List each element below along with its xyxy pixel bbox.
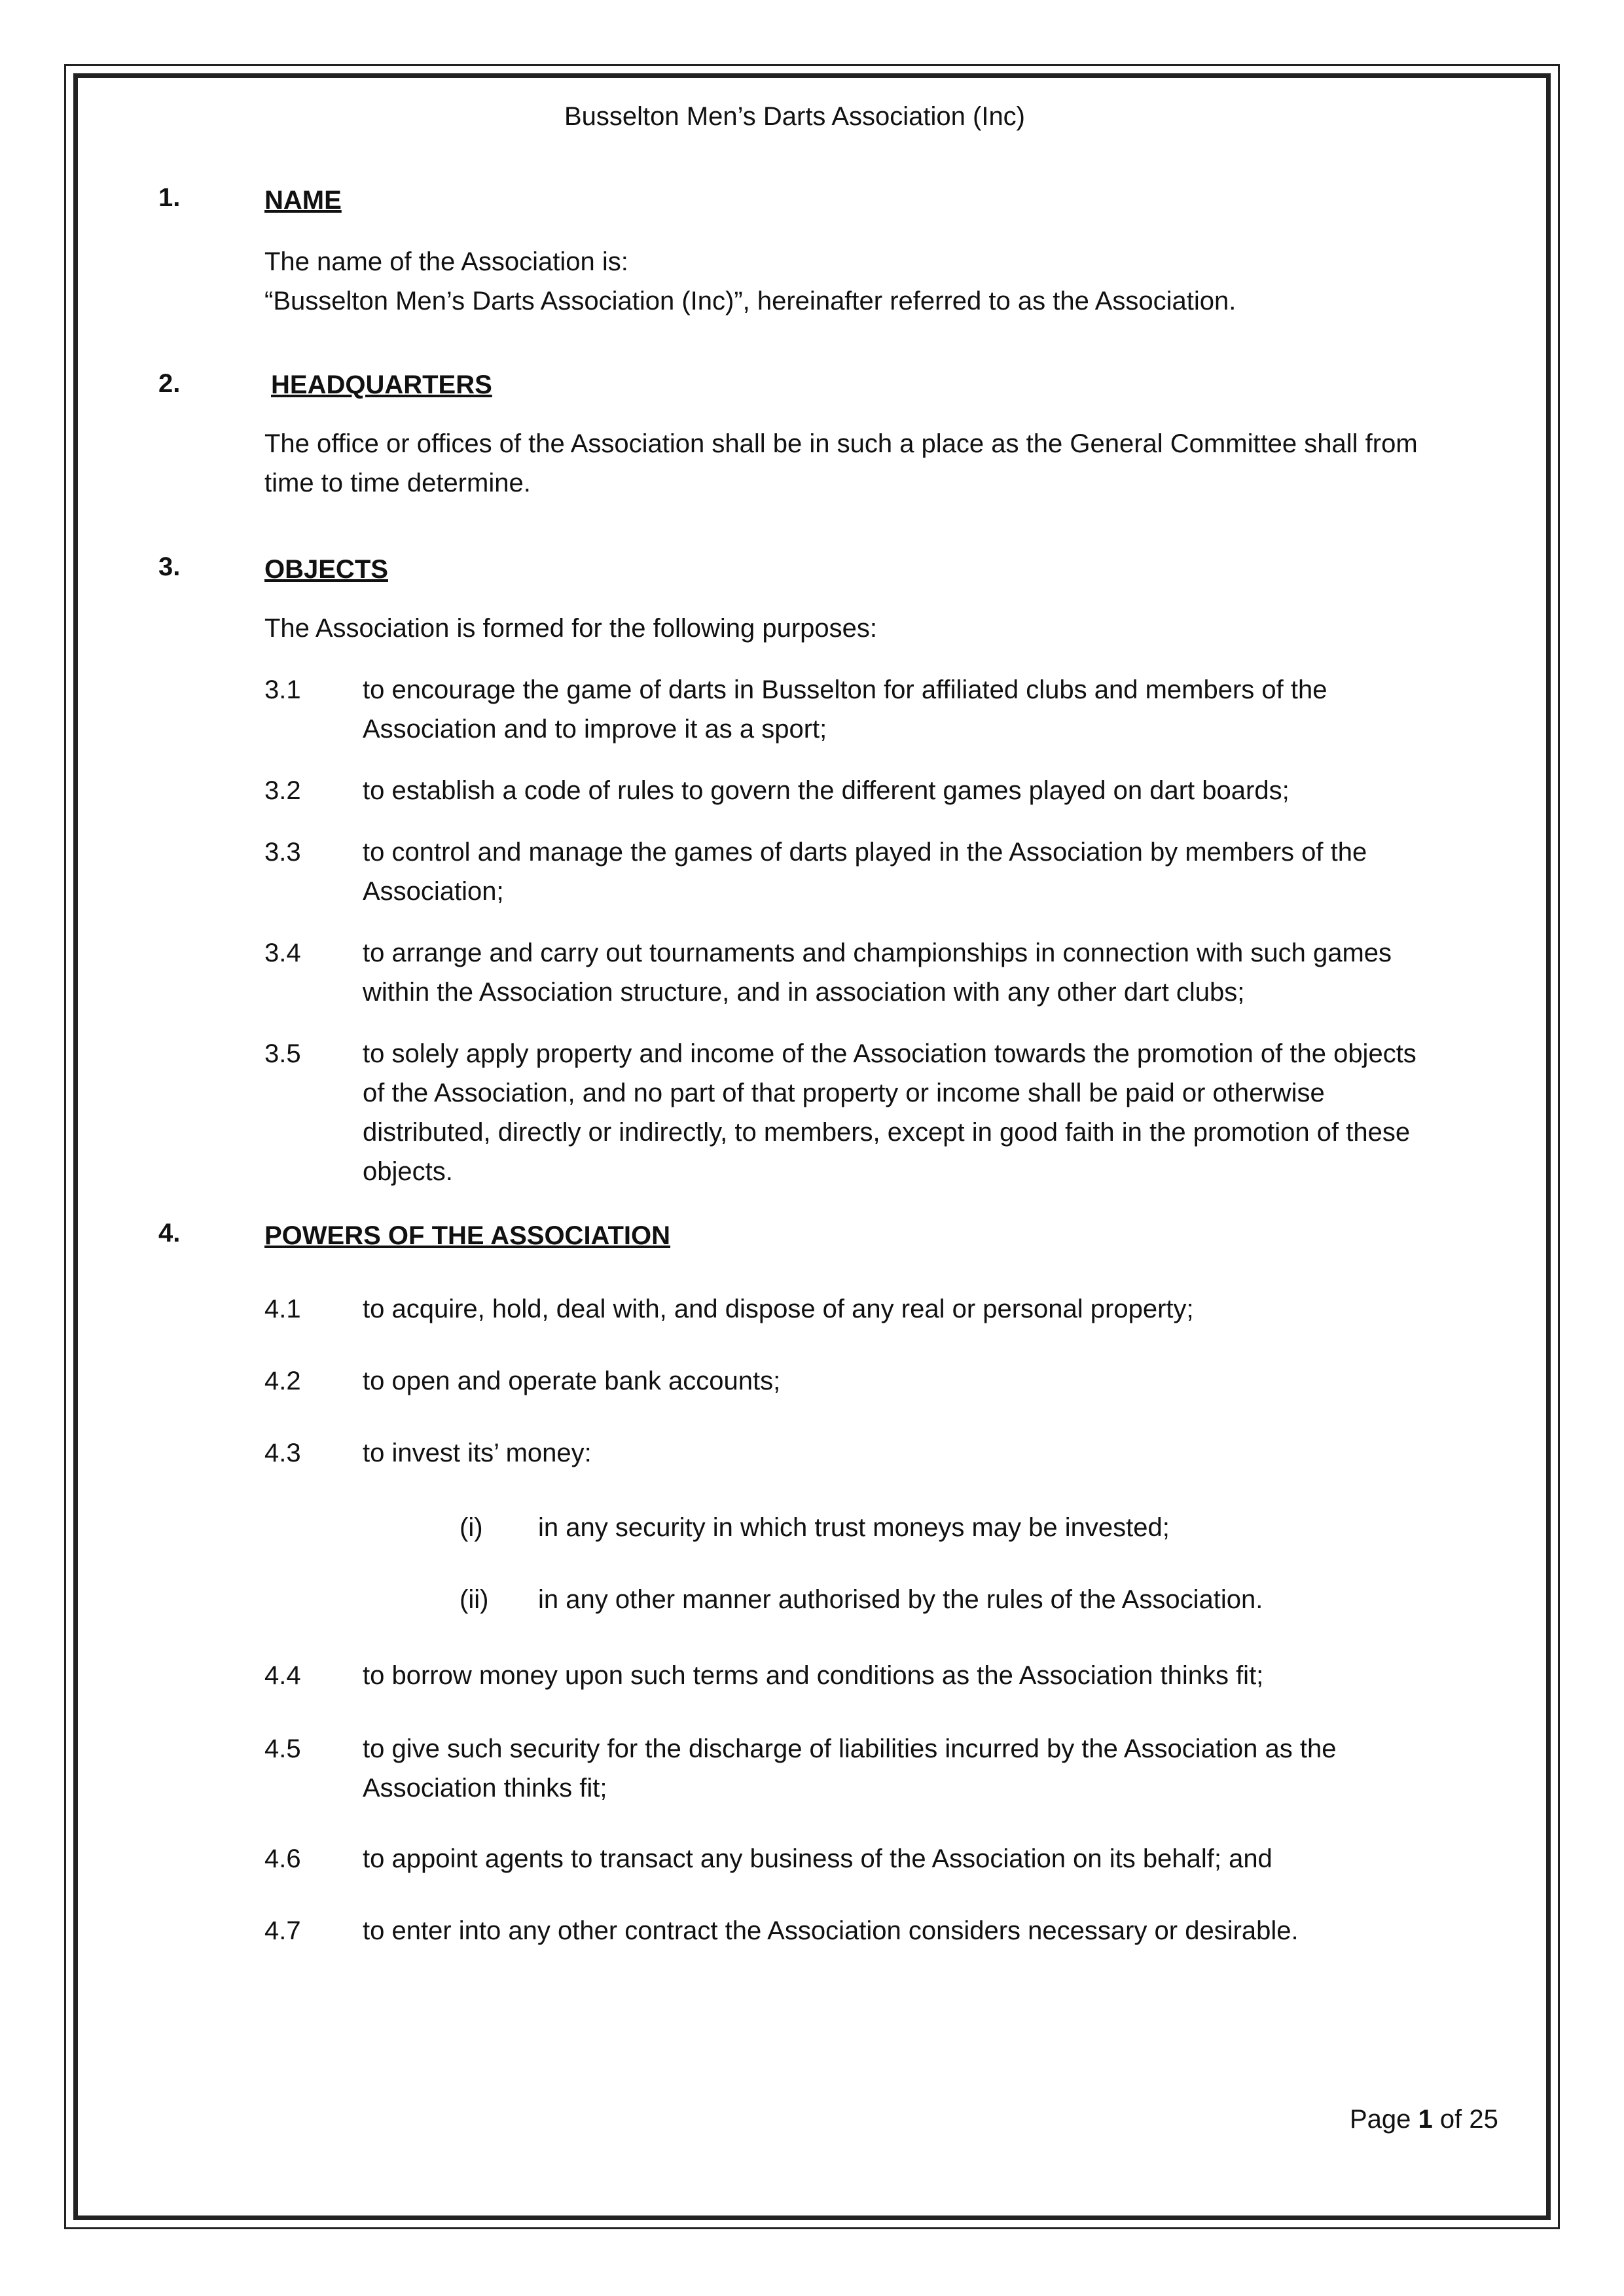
item-3-4-line-2: within the Association structure, and in association with any other dart clubs; — [363, 978, 1245, 1007]
item-3-5-line-3: distributed, directly or indirectly, to members, except in good faith in the promotion of these — [363, 1118, 1411, 1147]
item-3-5-line-1: to solely apply property and income of the Association towards the promotion of the objects — [363, 1039, 1416, 1068]
item-4-6-number: 4.6 — [264, 1844, 301, 1873]
item-3-4-number: 3.4 — [264, 939, 301, 967]
section-2-line-1: The office or offices of the Association shall be in such a place as the General Committee shall from — [264, 429, 1418, 458]
document-header-title: Busselton Men’s Darts Association (Inc) — [564, 102, 1026, 131]
item-4-3-number: 4.3 — [264, 1439, 301, 1467]
item-4-3-ii-number: (ii) — [460, 1585, 489, 1614]
section-3-intro: The Association is formed for the following purposes: — [264, 614, 878, 643]
item-4-6-line-1: to appoint agents to transact any business of the Association on its behalf; and — [363, 1844, 1272, 1873]
item-4-1-number: 4.1 — [264, 1295, 301, 1323]
section-4-heading: POWERS OF THE ASSOCIATION — [264, 1221, 671, 1250]
item-4-3-i-number: (i) — [460, 1513, 483, 1542]
item-3-1-line-1: to encourage the game of darts in Busselton for affiliated clubs and members of the — [363, 675, 1327, 704]
item-4-4-number: 4.4 — [264, 1661, 301, 1690]
section-1-number: 1. — [158, 183, 181, 212]
page-prefix: Page — [1350, 2105, 1411, 2134]
item-4-2-number: 4.2 — [264, 1367, 301, 1395]
item-3-5-line-2: of the Association, and no part of that property or income shall be paid or otherwise — [363, 1079, 1325, 1107]
item-4-5-number: 4.5 — [264, 1734, 301, 1763]
item-4-7-number: 4.7 — [264, 1916, 301, 1945]
item-3-3-number: 3.3 — [264, 838, 301, 867]
item-3-1-line-2: Association and to improve it as a sport; — [363, 715, 827, 744]
item-3-1-number: 3.1 — [264, 675, 301, 704]
item-3-3-line-2: Association; — [363, 877, 504, 906]
item-3-3-line-1: to control and manage the games of darts played in the Association by members of the — [363, 838, 1367, 867]
item-4-3-i-line-1: in any security in which trust moneys may be invested; — [538, 1513, 1170, 1542]
section-1-line-1: The name of the Association is: — [264, 247, 628, 276]
item-3-4-line-1: to arrange and carry out tournaments and championships in connection with such games — [363, 939, 1392, 967]
item-4-1-line-1: to acquire, hold, deal with, and dispose of any real or personal property; — [363, 1295, 1194, 1323]
item-3-2-number: 3.2 — [264, 776, 301, 805]
item-4-3-ii-line-1: in any other manner authorised by the rules of the Association. — [538, 1585, 1263, 1614]
item-3-5-line-4: objects. — [363, 1157, 453, 1186]
item-3-5-number: 3.5 — [264, 1039, 301, 1068]
page-number-label — [1350, 2100, 1498, 2139]
section-3-number: 3. — [158, 552, 181, 581]
page-total: of 25 — [1439, 2105, 1498, 2134]
section-3-heading: OBJECTS — [264, 555, 388, 584]
item-4-5-line-1: to give such security for the discharge of liabilities incurred by the Association as the — [363, 1734, 1337, 1763]
section-2-heading: HEADQUARTERS — [271, 370, 492, 399]
item-4-5-line-2: Association thinks fit; — [363, 1774, 607, 1803]
section-2-number: 2. — [158, 369, 181, 398]
section-1-heading: NAME — [264, 186, 342, 215]
section-1-line-2: “Busselton Men’s Darts Association (Inc)”, hereinafter referred to as the Association. — [264, 287, 1236, 315]
section-4-number: 4. — [158, 1219, 181, 1247]
item-3-2-line-1: to establish a code of rules to govern the different games played on dart boards; — [363, 776, 1290, 805]
item-4-3-line-1: to invest its’ money: — [363, 1439, 592, 1467]
item-4-4-line-1: to borrow money upon such terms and conditions as the Association thinks fit; — [363, 1661, 1264, 1690]
item-4-7-line-1: to enter into any other contract the Association considers necessary or desirable. — [363, 1916, 1299, 1945]
section-2-line-2: time to time determine. — [264, 469, 531, 497]
item-4-2-line-1: to open and operate bank accounts; — [363, 1367, 781, 1395]
page-current: 1 — [1418, 2105, 1433, 2134]
